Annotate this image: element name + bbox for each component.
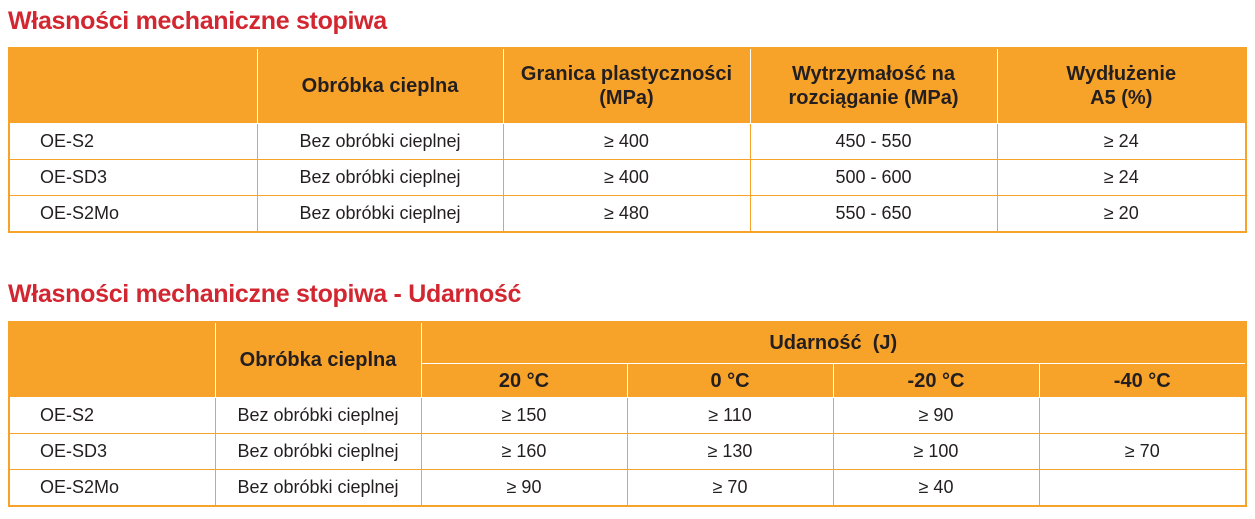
table-row xyxy=(9,160,1246,196)
grade-cell: OE-S2 xyxy=(9,398,215,434)
table2-header-treatment: Obróbka cieplna xyxy=(215,322,421,398)
temp-header-0: 0 °C xyxy=(627,364,833,398)
impact-0-cell: ≥ 110 xyxy=(627,398,833,434)
yield-cell: ≥ 400 xyxy=(503,160,750,196)
elongation-cell: ≥ 20 xyxy=(997,196,1246,233)
treatment-cell: Bez obróbki cieplnej xyxy=(257,196,503,233)
yield-cell: ≥ 480 xyxy=(503,196,750,233)
impact-minus20-cell: ≥ 40 xyxy=(833,470,1039,507)
impact-minus40-cell xyxy=(1039,398,1246,434)
table1-header-grade xyxy=(9,48,257,124)
table2-header-grade xyxy=(9,322,215,398)
mechanical-properties-table xyxy=(8,47,1247,233)
impact-toughness-table xyxy=(8,321,1247,507)
temp-header-20: 20 °C xyxy=(421,364,627,398)
elongation-cell: ≥ 24 xyxy=(997,160,1246,196)
treatment-cell: Bez obróbki cieplnej xyxy=(257,160,503,196)
table1-header-yield-text: Granica plastyczności (MPa) xyxy=(520,63,733,109)
impact-minus40-cell xyxy=(1039,470,1246,507)
grade-cell: OE-S2Mo xyxy=(9,470,215,507)
table1-header-elongation-text: Wydłużenie A5 (%) xyxy=(1066,63,1177,109)
impact-minus40-cell: ≥ 70 xyxy=(1039,434,1246,470)
tensile-cell: 450 - 550 xyxy=(750,124,997,160)
temp-header-minus40: -40 °C xyxy=(1039,364,1246,398)
treatment-cell: Bez obróbki cieplnej xyxy=(257,124,503,160)
treatment-cell: Bez obróbki cieplnej xyxy=(215,470,421,507)
table1-header-row xyxy=(9,48,1246,124)
table-row xyxy=(9,470,1246,507)
table2-title: Własności mechaniczne stopiwa - Udarność xyxy=(8,280,522,308)
grade-cell: OE-SD3 xyxy=(9,434,215,470)
table-row xyxy=(9,124,1246,160)
impact-20-cell: ≥ 160 xyxy=(421,434,627,470)
table1-header-yield xyxy=(503,48,750,124)
table-row xyxy=(9,196,1246,233)
elongation-cell: ≥ 24 xyxy=(997,124,1246,160)
impact-20-cell: ≥ 150 xyxy=(421,398,627,434)
impact-20-cell: ≥ 90 xyxy=(421,470,627,507)
grade-cell: OE-S2Mo xyxy=(9,196,257,233)
table1-header-tensile-text: Wytrzymałość na rozciąganie (MPa) xyxy=(788,63,959,109)
grade-cell: OE-SD3 xyxy=(9,160,257,196)
treatment-cell: Bez obróbki cieplnej xyxy=(215,434,421,470)
table2-header-impact: Udarność (J) xyxy=(421,322,1246,364)
table-row xyxy=(9,398,1246,434)
table1-title: Własności mechaniczne stopiwa xyxy=(8,7,387,35)
tensile-cell: 500 - 600 xyxy=(750,160,997,196)
tensile-cell: 550 - 650 xyxy=(750,196,997,233)
impact-0-cell: ≥ 130 xyxy=(627,434,833,470)
impact-minus20-cell: ≥ 100 xyxy=(833,434,1039,470)
table-row xyxy=(9,434,1246,470)
table2-header-row-1 xyxy=(9,322,1246,364)
table1-header-elongation xyxy=(997,48,1246,124)
yield-cell: ≥ 400 xyxy=(503,124,750,160)
treatment-cell: Bez obróbki cieplnej xyxy=(215,398,421,434)
impact-minus20-cell: ≥ 90 xyxy=(833,398,1039,434)
grade-cell: OE-S2 xyxy=(9,124,257,160)
temp-header-minus20: -20 °C xyxy=(833,364,1039,398)
table1-header-tensile xyxy=(750,48,997,124)
table1-header-treatment: Obróbka cieplna xyxy=(257,48,503,124)
impact-0-cell: ≥ 70 xyxy=(627,470,833,507)
